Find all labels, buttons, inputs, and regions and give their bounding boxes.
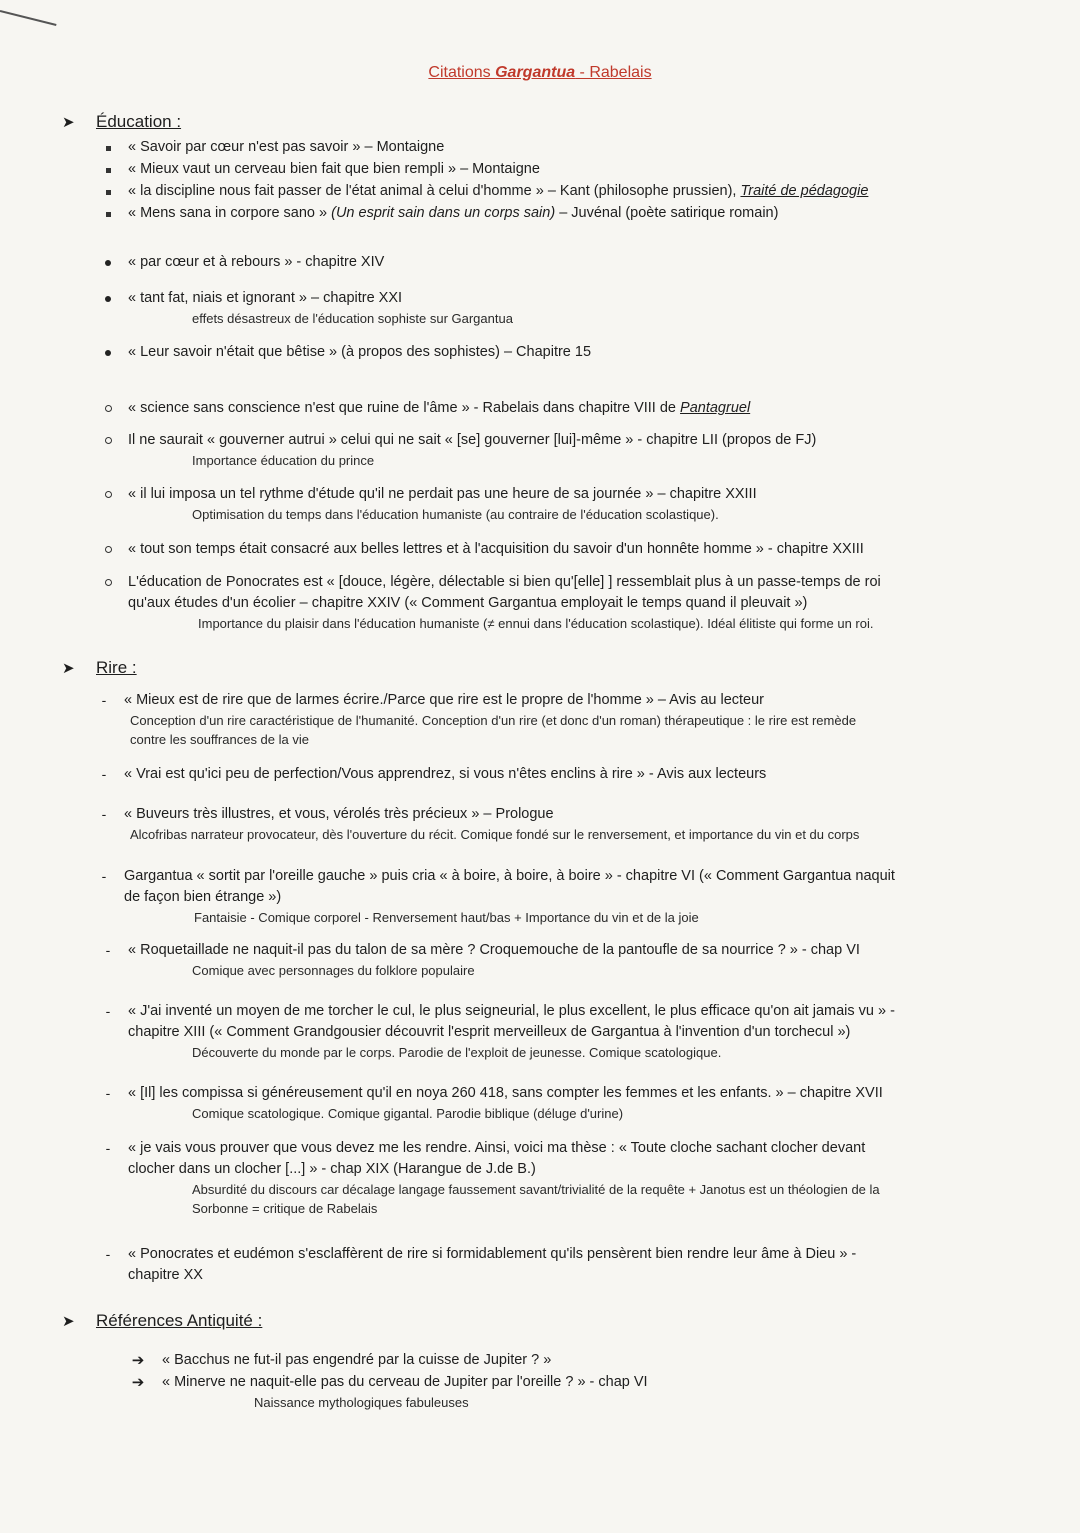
dash-bullet-icon [100, 1083, 116, 1105]
list-item: « science sans conscience n'est que ruine de l'âme » - Rabelais dans chapitre VIII de Pantagruel [128, 398, 750, 419]
list-item: - « Vrai est qu'ici peu de perfection/Vous apprendrez, si vous n'êtes enclins à rire » - Avis aux lecteurs [124, 764, 766, 785]
section-arrow-icon: ➤ [62, 1313, 75, 1330]
list-item: « Savoir par cœur n'est pas savoir » – Montaigne [128, 137, 444, 158]
section-rire [60, 658, 137, 678]
bullet-icon [100, 342, 116, 363]
dash-bullet-icon [100, 1244, 116, 1266]
note: Découverte du monde par le corps. Parodie de l'exploit de jeunesse. Comique scatologique. [192, 1045, 722, 1060]
section-heading: Éducation : [96, 112, 182, 131]
title-work: Gargantua [495, 64, 576, 81]
section-arrow-icon: ➤ [62, 114, 75, 131]
page-title: Citations Gargantua - Rabelais [428, 64, 652, 81]
list-item: « tant fat, niais et ignorant » – chapitre XXI effets désastreux de l'éducation sophiste sur Gargantua [128, 288, 513, 328]
list-item: - « Roquetaillade ne naquit-il pas du talon de sa mère ? Croquemouche de la pantoufle de sa nourrice ? » - chap VI Comique avec personnages du folklore populaire [128, 940, 860, 980]
note: Conception d'un rire caractéristique de l'humanité. Conception d'un rire (et donc d'un roman) thérapeutique : le rire est remède [130, 713, 857, 728]
bullet-icon [100, 288, 116, 309]
section-heading: Références Antiquité : [96, 1311, 263, 1330]
section-arrow-icon: ➤ [62, 660, 75, 677]
list-item: - « je vais vous prouver que vous devez me les rendre. Ainsi, voici ma thèse : « Toute cloche sachant clocher devant clocher dans un clocher [...] » - chap XIX (Harangue de J.de B.) Absurdité du discours car décalage langage faussement savant/trivialité de la requête + Janotus est un théologien de la Sorbonne = critique de Rabelais [128, 1138, 880, 1218]
dash-bullet-icon [100, 1001, 116, 1023]
dash-bullet-icon [100, 1138, 116, 1160]
square-bullet-icon [100, 203, 116, 224]
note: Optimisation du temps dans l'éducation humaniste (au contraire de l'éducation scolastique). [192, 507, 719, 522]
section-heading: Rire : [96, 658, 137, 677]
note: Naissance mythologiques fabuleuses [254, 1395, 469, 1410]
list-item: « il lui imposa un tel rythme d'étude qu'il ne perdait pas une heure de sa journée » – chapitre XXIII Optimisation du temps dans l'éducation humaniste (au contraire de l'éducation scolastique). [128, 484, 757, 524]
square-bullet-icon [100, 137, 116, 158]
circle-bullet-icon [100, 430, 116, 451]
note: Importance éducation du prince [192, 453, 375, 468]
arrow-right-icon: ➔ [131, 1352, 145, 1369]
section-education [60, 112, 181, 132]
note: Comique avec personnages du folklore populaire [192, 963, 475, 978]
note: Importance du plaisir dans l'éducation humaniste (≠ ennui dans l'éducation scolastique). Idéal élitiste qui forme un roi. [198, 616, 874, 631]
list-item: - « Mieux est de rire que de larmes écrire./Parce que rire est le propre de l'homme » – Avis au lecteur Conception d'un rire caractéristique de l'humanité. Conception d'un rire (et donc d'un roman) thérapeutique : le rire est remède contre les souffrances de la vie [124, 690, 856, 749]
section-antiquite [60, 1311, 262, 1331]
circle-bullet-icon [100, 484, 116, 505]
pen-stroke [0, 10, 57, 26]
dash-bullet-icon [96, 690, 112, 712]
circle-bullet-icon [100, 539, 116, 560]
list-item: - « Ponocrates et eudémon s'esclaffèrent de rire si formidablement qu'ils pensèrent bien rendre leur âme à Dieu » - chapitre XX [128, 1244, 856, 1286]
dash-bullet-icon [96, 866, 112, 888]
list-item: « par cœur et à rebours » - chapitre XIV [128, 252, 384, 273]
note: Fantaisie - Comique corporel - Renversement haut/bas + Importance du vin et de la joie [194, 910, 699, 925]
list-item: - « J'ai inventé un moyen de me torcher le cul, le plus seigneurial, le plus excellent, le plus efficace qu'on ait jamais vu » - chapitre XIII (« Comment Grandgousier découvrit l'esprit merveilleux de Gargantua à l'invention d'un torchecul ») Découverte du monde par le corps. Parodie de l'exploit de jeunesse. Comique scatologique. [128, 1001, 895, 1062]
list-item: « Leur savoir n'était que bêtise » (à propos des sophistes) – Chapitre 15 [128, 342, 591, 363]
list-item: - « Buveurs très illustres, et vous, vérolés très précieux » – Prologue Alcofribas narrateur provocateur, dès l'ouverture du récit. Comique fondé sur le renversement, et importance du vin et du corps [124, 804, 859, 844]
bullet-icon [100, 252, 116, 273]
list-item: L'éducation de Ponocrates est « [douce, légère, délectable si bien qu'[elle] ] ressemblait plus à un passe-temps de roi qu'aux études d'un écolier – chapitre XXIV (« Comment Gargantua employait le temps quand il pleuvait ») Importance du plaisir dans l'éducation humaniste (≠ ennui dans l'éducation scolastique). Idéal élitiste qui forme un roi. [128, 572, 881, 633]
list-item: - Gargantua « sortit par l'oreille gauche » puis cria « à boire, à boire, à boire » - chapitre VI (« Comment Gargantua naquit de façon bien étrange ») Fantaisie - Comique corporel - Renversement haut/bas + Importance du vin et de la joie [124, 866, 895, 927]
note: effets désastreux de l'éducation sophiste sur Gargantua [192, 311, 513, 326]
list-item: ➔ « Bacchus ne fut-il pas engendré par la cuisse de Jupiter ? » [131, 1352, 552, 1369]
list-item: « tout son temps était consacré aux belles lettres et à l'acquisition du savoir d'un honnête homme » - chapitre XXIII [128, 539, 864, 560]
list-item: ➔ « Minerve ne naquit-elle pas du cerveau de Jupiter par l'oreille ? » - chap VI Naissance mythologiques fabuleuses [131, 1374, 648, 1410]
note: Sorbonne = critique de Rabelais [192, 1201, 378, 1216]
note: Absurdité du discours car décalage langage faussement savant/trivialité de la requête + Janotus est un théologien de la [192, 1182, 880, 1197]
dash-bullet-icon [96, 764, 112, 786]
square-bullet-icon [100, 181, 116, 202]
dash-bullet-icon [100, 940, 116, 962]
note: Comique scatologique. Comique gigantal. Parodie biblique (déluge d'urine) [192, 1106, 624, 1121]
list-item: Il ne saurait « gouverner autrui » celui qui ne sait « [se] gouverner [lui]-même » - chapitre LII (propos de FJ) Importance éducation du prince [128, 430, 816, 470]
list-item: « la discipline nous fait passer de l'état animal à celui d'homme » – Kant (philosophe prussien), Traité de pédagogie [128, 181, 868, 202]
list-item: « Mens sana in corpore sano » (Un esprit sain dans un corps sain) – Juvénal (poète satirique romain) [128, 203, 778, 224]
circle-bullet-icon [100, 398, 116, 419]
arrow-right-icon: ➔ [131, 1374, 145, 1391]
circle-bullet-icon [100, 572, 116, 593]
list-item: « Mieux vaut un cerveau bien fait que bien rempli » – Montaigne [128, 159, 540, 180]
note: contre les souffrances de la vie [130, 732, 309, 747]
list-item: - « [Il] les compissa si généreusement qu'il en noya 260 418, sans compter les femmes et les enfants. » – chapitre XVII Comique scatologique. Comique gigantal. Parodie biblique (déluge d'urine) [128, 1083, 883, 1123]
square-bullet-icon [100, 159, 116, 180]
note: Alcofribas narrateur provocateur, dès l'ouverture du récit. Comique fondé sur le renversement, et importance du vin et du corps [130, 827, 860, 842]
dash-bullet-icon [96, 804, 112, 826]
